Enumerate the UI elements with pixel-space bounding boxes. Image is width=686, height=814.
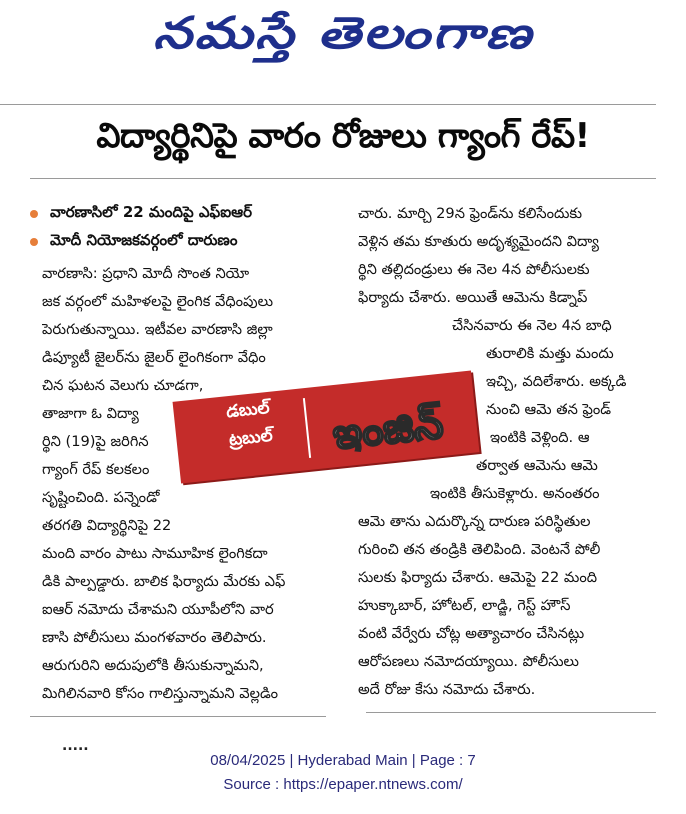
bullet-dot-icon	[30, 210, 38, 218]
badge-left-line: ట్రబుల్	[228, 425, 274, 451]
double-trouble-engine-badge	[176, 368, 480, 486]
badge-right-text: ఇంజిన్	[330, 398, 446, 459]
right-column-line: ఆరోపణలు నమోదయ్యాయి. పోలీసులు	[358, 653, 579, 670]
right-column-line: చేసినవారు ఈ నెల 4న బాధి	[452, 317, 612, 334]
highlight-bullets	[30, 200, 350, 256]
left-column-line: వారణాసి: ప్రధాని మోదీ సొంత నియో	[42, 265, 250, 282]
bullet-text: వారణాసిలో 22 మందిపై ఎఫ్ఐఆర్	[50, 203, 252, 221]
left-column-line: డికి పాల్పడ్డారు. బాలిక ఫిర్యాదు మేరకు ఎఫ్	[42, 573, 286, 590]
next-article-snippet: .....	[62, 738, 89, 754]
footer-date-edition: 08/04/2025 | Hyderabad Main | Page : 7	[210, 752, 476, 769]
left-column-line: ర్థిని (19)పై జరిగిన	[42, 433, 149, 450]
left-column-line: జక వర్గంలో మహిళలపై లైంగిక వేధింపులు	[42, 293, 274, 310]
right-column-line: ఇచ్చి, వదిలేశారు. అక్కడి	[486, 373, 627, 390]
right-column-line: ఇంటికి తీసుకెళ్లారు. అనంతరం	[430, 485, 600, 502]
column-end-divider	[30, 716, 326, 717]
left-column-line: ఆరుగురిని అదుపులోకి తీసుకున్నామని,	[42, 657, 264, 674]
badge-left-line: డబుల్	[225, 397, 271, 423]
right-column-line: హుక్కాబార్, హోటల్, లాడ్జి, గెస్ట్ హౌస్	[358, 597, 571, 614]
right-column-line: సులకు ఫిర్యాదు చేశారు. ఆమెపై 22 మంది	[358, 569, 598, 586]
badge-left-text	[191, 390, 309, 469]
left-column-line: గ్యాంగ్ రేప్ కలకలం	[42, 461, 150, 478]
right-column-line: అదే రోజు కేసు నమోదు చేశారు.	[358, 681, 536, 698]
left-column-line: ఐఆర్ నమోదు చేశామని యూపీలోని వార	[42, 601, 274, 618]
masthead	[0, 0, 686, 92]
left-column-line: ణాసి పోలీసులు మంగళవారం తెలిపారు.	[42, 629, 267, 646]
right-column-line: వంటి వేర్వేరు చోట్ల అత్యాచారం చేసినట్లు	[358, 625, 585, 642]
right-column-line: నుంచి ఆమె తన ఫ్రెండ్	[486, 401, 612, 418]
left-column-line: తరగతి విద్యార్థినిపై 22	[42, 517, 172, 534]
right-column-line: ఇంటికి వెళ్లింది. ఆ	[490, 429, 590, 446]
right-column-line: తర్వాత ఆమెను ఆమె	[476, 457, 598, 474]
right-column-line: ర్థిని తల్లిదండ్రులు ఈ నెల 4న పోలీసులకు	[358, 261, 590, 278]
bullet-item	[30, 228, 350, 256]
left-column-line: చిన ఘటన వెలుగు చూడగా,	[42, 377, 204, 394]
left-column-line: మంది వారం పాటు సామూహిక లైంగికదా	[42, 545, 268, 562]
newspaper-logo: నమస్తే తెలంగాణ	[152, 8, 534, 59]
column-end-divider	[366, 712, 656, 713]
footer-source: Source : https://epaper.ntnews.com/	[223, 776, 463, 793]
right-column-line: ఫిర్యాదు చేశారు. అయితే ఆమెను కిడ్నాప్	[358, 289, 588, 306]
right-column-line: గురించి తన తండ్రికి తెలిపింది. వెంటనే పోలీ	[358, 541, 601, 558]
bullet-item	[30, 200, 350, 228]
article-headline: విద్యార్థినిపై వారం రోజులు గ్యాంగ్ రేప్!	[96, 116, 590, 156]
right-column-line: చారు. మార్చి 29న ఫ్రెండ్‌ను కలిసేందుకు	[358, 205, 583, 222]
bullet-dot-icon	[30, 238, 38, 246]
masthead-divider	[0, 104, 656, 105]
right-column-line: ఆమె తాను ఎదుర్కొన్న దారుణ పరిస్థితుల	[358, 513, 591, 530]
bullet-text: మోదీ నియోజకవర్గంలో దారుణం	[50, 231, 238, 249]
left-column-line: మిగిలినవారి కోసం గాలిస్తున్నామని వెల్లడిం	[42, 685, 278, 702]
right-column-line: తురాలికి మత్తు మందు	[486, 345, 614, 362]
left-column-line: డిప్యూటీ జైలర్‌ను జైలర్ లైంగికంగా వేధిం	[42, 349, 266, 366]
right-column-line: వెళ్లిన తమ కూతురు అదృశ్యమైందని విద్యా	[358, 233, 599, 250]
headline-divider	[30, 178, 656, 179]
left-column-line: సృష్టించింది. పన్నెండో	[42, 489, 160, 506]
left-column-line: తాజాగా ఓ విద్యా	[42, 405, 139, 422]
left-column-line: పెరుగుతున్నాయి. ఇటీవల వారణాసి జిల్లా	[42, 321, 273, 338]
